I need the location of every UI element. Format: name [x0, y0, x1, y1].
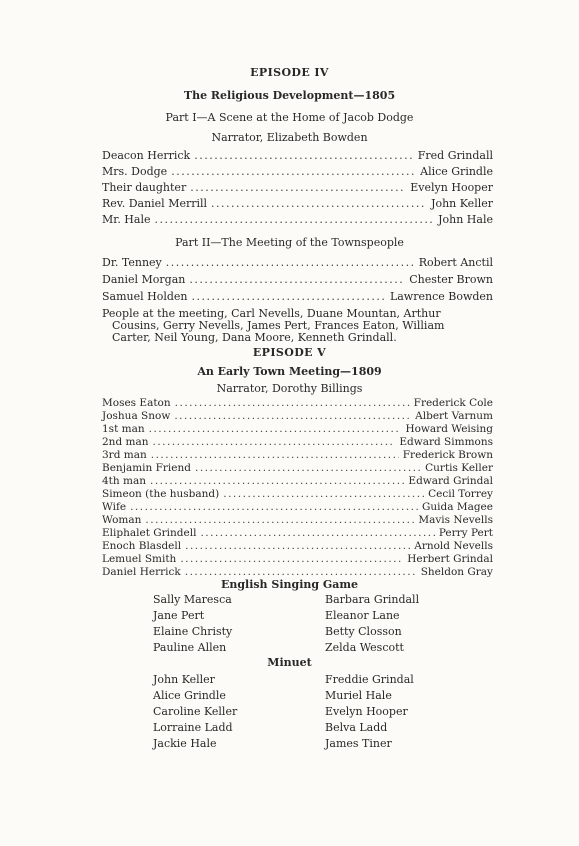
cast-row — [102, 149, 493, 163]
cast-actor: Frederick Cole — [413, 397, 493, 409]
leader-dots — [194, 149, 414, 163]
leader-dots — [174, 410, 411, 422]
cast-role: Deacon Herrick — [102, 149, 191, 162]
dancer-name: Belva Ladd — [325, 721, 388, 734]
cast-row — [102, 566, 493, 578]
dancer-name: Sally Maresca — [153, 593, 232, 606]
leader-dots — [171, 165, 416, 179]
leader-dots — [190, 181, 406, 195]
cast-role: Eliphalet Grindell — [102, 527, 197, 539]
episode-5-subtitle: An Early Town Meeting—1809 — [197, 365, 382, 378]
dancer-name: Caroline Keller — [153, 705, 238, 718]
leader-dots — [145, 514, 414, 526]
cast-role: Their daughter — [102, 181, 187, 194]
dancer-name: Pauline Allen — [153, 641, 227, 654]
cast-actor: Cecil Torrey — [428, 488, 493, 500]
cast-row — [102, 213, 493, 227]
minuet-right-column — [325, 672, 414, 752]
cast-actor: Sheldon Gray — [420, 566, 493, 578]
cast-role: Woman — [102, 514, 142, 526]
cast-role: 2nd man — [102, 436, 149, 448]
cast-role: Daniel Morgan — [102, 273, 186, 286]
cast-row — [102, 410, 493, 422]
part-1-narrator: Narrator, Elizabeth Bowden — [211, 131, 368, 144]
leader-dots — [185, 540, 410, 552]
leader-dots — [151, 449, 399, 461]
cast-row — [102, 553, 493, 565]
leader-dots — [150, 475, 404, 487]
episode-5-title: EPISODE V — [252, 346, 327, 359]
cast-row — [102, 462, 493, 474]
cast-actor: Edward Grindal — [408, 475, 493, 487]
cast-role: Samuel Holden — [102, 290, 188, 303]
cast-row — [102, 290, 493, 304]
cast-row — [102, 197, 493, 211]
meeting-attendees-paragraph — [102, 308, 497, 344]
cast-role: 3rd man — [102, 449, 147, 461]
cast-actor: Guida Magee — [422, 501, 493, 513]
cast-actor: Evelyn Hooper — [410, 181, 493, 194]
dancer-name: Alice Grindle — [153, 689, 226, 702]
cast-role: Lemuel Smith — [102, 553, 177, 565]
leader-dots — [149, 423, 402, 435]
leader-dots — [200, 527, 434, 539]
cast-actor: John Keller — [431, 197, 493, 210]
cast-actor: Alice Grindle — [420, 165, 493, 178]
leader-dots — [185, 566, 417, 578]
leader-dots — [192, 290, 386, 304]
dancer-name: John Keller — [153, 673, 215, 686]
cast-role: Dr. Tenney — [102, 256, 162, 269]
cast-row — [102, 256, 493, 270]
cast-row — [102, 423, 493, 435]
dancer-name: Jane Pert — [153, 609, 205, 622]
dancer-name: Zelda Wescott — [325, 641, 404, 654]
cast-row — [102, 449, 493, 461]
cast-row — [102, 540, 493, 552]
dancer-name: James Tiner — [325, 737, 392, 750]
cast-actor: Chester Brown — [409, 273, 493, 286]
cast-actor: Mavis Nevells — [418, 514, 493, 526]
cast-row — [102, 165, 493, 179]
cast-role: Enoch Blasdell — [102, 540, 182, 552]
minuet-heading: Minuet — [267, 656, 312, 669]
dancer-name: Jackie Hale — [153, 737, 217, 750]
cast-actor: John Hale — [438, 213, 493, 226]
dancer-name: Elaine Christy — [153, 625, 233, 638]
cast-actor: Frederick Brown — [402, 449, 493, 461]
leader-dots — [130, 501, 418, 513]
singing-game-right-column — [325, 592, 419, 656]
cast-role: Mrs. Dodge — [102, 165, 168, 178]
leader-dots — [195, 462, 421, 474]
dancer-name: Lorraine Ladd — [153, 721, 233, 734]
cast-role: Rev. Daniel Merrill — [102, 197, 208, 210]
cast-row — [102, 273, 493, 287]
cast-actor: Arnold Nevells — [414, 540, 493, 552]
leader-dots — [155, 213, 435, 227]
singing-game-left-column — [153, 592, 232, 656]
cast-role: Benjamin Friend — [102, 462, 191, 474]
minuet-left-column — [153, 672, 237, 752]
cast-role: Wife — [102, 501, 127, 513]
cast-row — [102, 514, 493, 526]
part-2-heading: Part II—The Meeting of the Townspeople — [175, 236, 404, 249]
dancer-name: Evelyn Hooper — [325, 705, 408, 718]
leader-dots — [189, 273, 405, 287]
cast-row — [102, 397, 493, 409]
dancer-name: Freddie Grindal — [325, 673, 414, 686]
cast-row — [102, 475, 493, 487]
cast-role: Mr. Hale — [102, 213, 151, 226]
episode-4-subtitle: The Religious Development—1805 — [183, 89, 396, 102]
cast-role: 1st man — [102, 423, 145, 435]
dancer-name: Muriel Hale — [325, 689, 392, 702]
paragraph-line: Carter, Neil Young, Dana Moore, Kenneth Grindall. — [112, 331, 397, 344]
episode-5-narrator: Narrator, Dorothy Billings — [216, 382, 363, 395]
cast-actor: Edward Simmons — [399, 436, 493, 448]
episode-4-title: EPISODE IV — [250, 66, 329, 79]
cast-row — [102, 181, 493, 195]
cast-role: Simeon (the husband) — [102, 488, 220, 500]
leader-dots — [211, 197, 427, 211]
cast-actor: Albert Varnum — [415, 410, 493, 422]
leader-dots — [223, 488, 424, 500]
singing-game-heading: English Singing Game — [220, 578, 359, 591]
cast-actor: Fred Grindall — [417, 149, 493, 162]
leader-dots — [166, 256, 415, 270]
dancer-name: Eleanor Lane — [325, 609, 400, 622]
cast-actor: Lawrence Bowden — [389, 290, 493, 303]
cast-row — [102, 501, 493, 513]
leader-dots — [175, 397, 410, 409]
cast-actor: Howard Weising — [405, 423, 493, 435]
cast-role: Daniel Herrick — [102, 566, 181, 578]
cast-role: Moses Eaton — [102, 397, 171, 409]
cast-row — [102, 527, 493, 539]
cast-actor: Robert Anctil — [418, 256, 493, 269]
paragraph-line: Cousins, Gerry Nevells, James Pert, Frances Eaton, William — [112, 319, 445, 332]
cast-actor: Herbert Grindal — [407, 553, 493, 565]
cast-row — [102, 488, 493, 500]
leader-dots — [152, 436, 395, 448]
cast-row — [102, 436, 493, 448]
cast-actor: Curtis Keller — [425, 462, 493, 474]
paragraph-line: People at the meeting, Carl Nevells, Duane Mountan, Arthur — [102, 307, 441, 320]
dancer-name: Barbara Grindall — [325, 593, 420, 606]
cast-role: 4th man — [102, 475, 146, 487]
dancer-name: Betty Closson — [325, 625, 402, 638]
cast-actor: Perry Pert — [438, 527, 493, 539]
leader-dots — [180, 553, 403, 565]
part-1-heading: Part I—A Scene at the Home of Jacob Dodge — [165, 111, 414, 124]
cast-role: Joshua Snow — [102, 410, 171, 422]
